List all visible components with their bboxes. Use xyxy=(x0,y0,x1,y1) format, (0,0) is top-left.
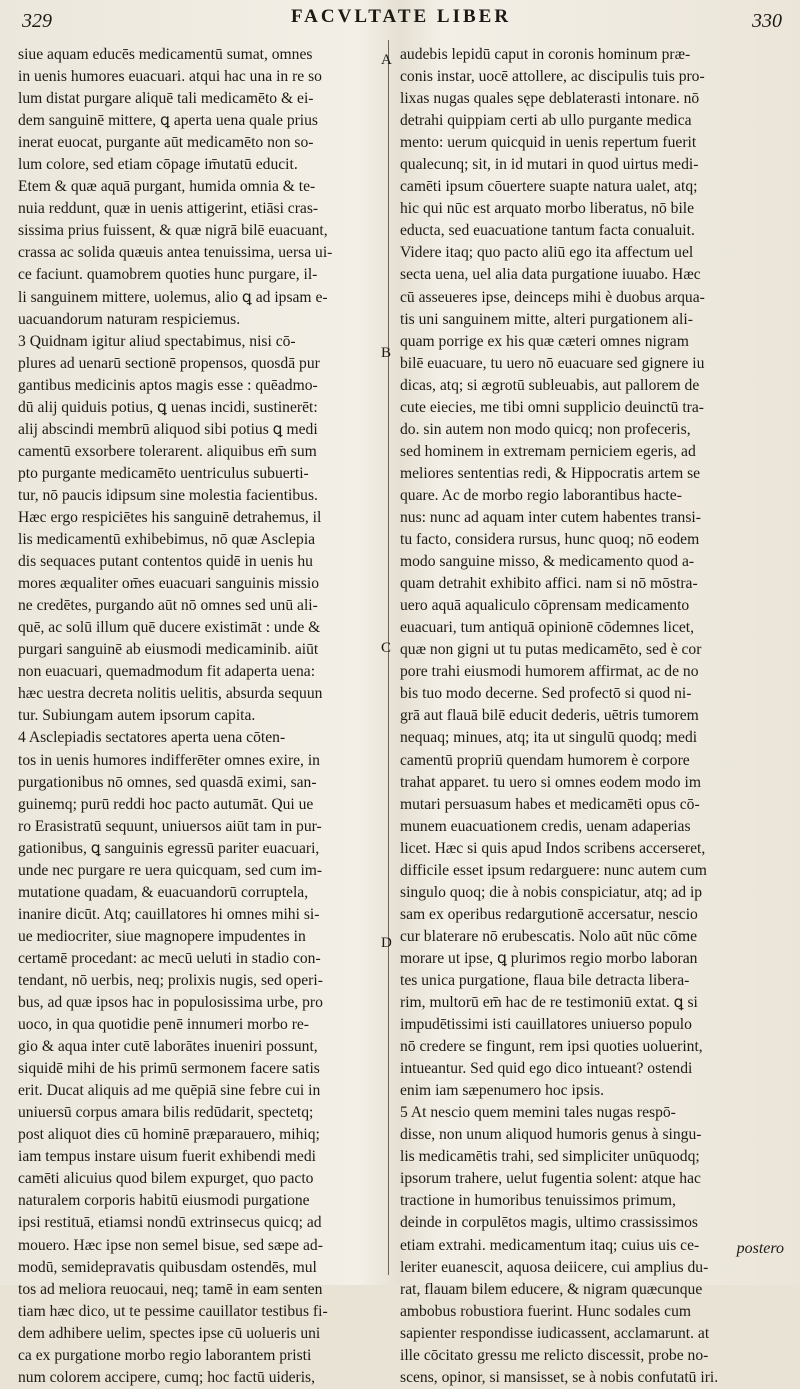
text-line: tis uni sanguinem mitte, alteri purgationem ali- xyxy=(400,310,693,328)
text-line: gantibus medicinis aptos magis esse : quēadmo- xyxy=(18,376,318,394)
text-line: gationibus, ꝗ sanguinis egressū pariter euacuari, xyxy=(18,839,320,857)
text-line: naturalem corporis habitū eiusmodi purgatione xyxy=(18,1192,310,1210)
text-line: mutari persuasum habes et medicamēti opus cō- xyxy=(400,795,700,813)
text-line: uniuersū corpus amara bilis redūdarit, spectetq; xyxy=(18,1104,314,1122)
text-line: leriter euanescit, aquosa deiicere, cui amplius du- xyxy=(400,1258,709,1276)
text-line: singulo quoq; die à nobis conspiciatur, atq; ad ip xyxy=(400,883,703,901)
text-line: tiam hæc dico, ut te pessime cauillator testibus fi- xyxy=(18,1302,328,1320)
text-line: purgationibus nō omnes, sed quasdā eximi, san- xyxy=(18,773,317,791)
text-line: quæ non gigni ut tu putas medicamēto, sed è cor xyxy=(400,641,702,659)
text-line: etiam extrahi. medicamentum itaq; cuius uis ce- xyxy=(400,1236,700,1254)
text-line: ne credētes, purgando aūt nō omnes sed unū ali- xyxy=(18,597,318,615)
text-line: grā aut flauā bilē educit dederis, uētris tumorem xyxy=(400,707,699,725)
text-line: 4 Asclepiadis sectatores aperta uena cōten- xyxy=(18,729,286,747)
text-line: unde nec purgare re uera quicquam, sed cum im- xyxy=(18,861,323,879)
text-line: tendant, nō uerbis, neq; prolixis nugis, sed operi- xyxy=(18,971,323,989)
text-line: lum distat purgare aliquē tali medicamēto & ei- xyxy=(18,90,314,108)
text-line: licet. Hæc si quis apud Indos scribens accerseret, xyxy=(400,839,706,857)
text-line: modo sanguine misso, & medicamento quod a- xyxy=(400,553,695,571)
text-line: hæc uestra decreta nolitis uelitis, absurda sequun xyxy=(18,685,323,703)
text-line: dem adhibere uelim, spectes ipse cū uolueris uni xyxy=(18,1324,321,1342)
text-line: ipsorum trahere, uelut fugentia solent: atque hac xyxy=(400,1170,701,1188)
text-line: secta uena, uel alia data purgatione iuuabo. Hæc xyxy=(400,266,701,284)
text-line: tractione in humoribus tenuissimos primum, xyxy=(400,1192,676,1210)
text-line: mores æqualiter om̄es euacuari sanguinis missio xyxy=(18,575,319,593)
text-line: rat, flauam bilem educere, & nigram quæcunque xyxy=(400,1280,703,1298)
text-line: qualecunq; sit, in id mutari in quod uirtus medi- xyxy=(400,156,699,174)
text-line: dem sanguinē mittere, ꝗ aperta uena quale prius xyxy=(18,112,319,130)
text-line: lum colore, sed etiam cōpage im̄utatū educit. xyxy=(18,156,298,174)
text-line: 5 At nescio quem memini tales nugas respō- xyxy=(400,1104,676,1122)
text-line: non euacuari, quemadmodum fit adaperta uena: xyxy=(18,663,316,681)
right-column xyxy=(400,44,786,1389)
text-line: tes unica purgatione, flaua bile detracta libera- xyxy=(400,971,690,989)
text-line: ro Erasistratū sequunt, uniuersos aiūt tam in pur- xyxy=(18,817,322,835)
text-line: educta, sed euacuatione tantum facta conualuit. xyxy=(400,222,695,240)
text-line: ca ex purgatione morbo regio laborantem pristi xyxy=(18,1346,312,1364)
text-line: dicas, atq; si ægrotū subleuabis, aut pallorem de xyxy=(400,376,700,394)
margin-marker-d: D xyxy=(381,935,392,951)
text-line: difficile esset ipsum redarguere: nunc autem cum xyxy=(400,861,707,879)
text-line: quare. Ac de morbo regio laborantibus hacte- xyxy=(400,486,682,504)
text-line: sissima prius fuissent, & quæ nigrā bilē euacuant, xyxy=(18,222,328,240)
text-line: intueantur. Sed quid ego dico intueant? ostendi xyxy=(400,1060,693,1078)
text-line: scens, opinor, si mansisset, se à nobis confutatū iri. xyxy=(400,1368,719,1386)
text-line: munem euacuationem credis, uenam adaperias xyxy=(400,817,691,835)
page-header xyxy=(14,4,788,36)
text-line: ambobus robustiora fuerint. Hunc sodales cum xyxy=(400,1302,692,1320)
text-line: euacuari, tum antiquā opinionē cōdemnes licet, xyxy=(400,619,695,637)
page-number-right: 330 xyxy=(752,10,782,32)
text-line: camēti alicuius quod bilem expurget, quo pacto xyxy=(18,1170,314,1188)
text-line: ue mediocriter, siue magnopere impudentes in xyxy=(18,927,306,945)
text-line: gio & aqua inter cutē laborātes inueniri possunt, xyxy=(18,1038,318,1056)
text-line: certamē procedant: ac mecū ueluti in stadio con- xyxy=(18,949,321,967)
text-line: post aliquot dies cū hominē præparauero, mihiq; xyxy=(18,1126,320,1144)
text-line: in uenis humores euacuari. atqui hac una in re so xyxy=(18,68,322,86)
text-line: disse, non unum aliquod humoris genus à singu- xyxy=(400,1126,702,1144)
text-line: hic qui nūc est arquato morbo liberatus, nō bile xyxy=(400,200,695,218)
text-line: detrahi quippiam certi ab ullo purgante medica xyxy=(400,112,692,130)
text-line: lis medicamentū exhibebimus, nō quæ Asclepia xyxy=(18,531,316,549)
text-line: trahat apparet. tu uero si omnes eodem modo im xyxy=(400,773,701,791)
text-line: conis instar, uocē attollere, ac discipulis tuis pro- xyxy=(400,68,705,86)
text-line: mutatione quadam, & euacuandorū corruptela, xyxy=(18,883,309,901)
text-line: audebis lepidū caput in coronis hominum præ- xyxy=(400,46,691,63)
text-line: sed hominem in extremam perniciem egeris, ad xyxy=(400,442,696,460)
text-line: lixas nugas quales sępe deblaterasti intonare. nō xyxy=(400,90,700,108)
text-line: tos in uenis humores indifferēter omnes exire, in xyxy=(18,751,320,769)
text-line: ipsi restituā, etiamsi nondū extrinsecus quicq; ad xyxy=(18,1214,322,1232)
margin-marker-a: A xyxy=(381,52,392,68)
text-line: impudētissimi isti cauillatores uniuerso populo xyxy=(400,1016,692,1034)
text-line: uero aquā aqualiculo cōprensam medicamento xyxy=(400,597,690,615)
text-line: camentū propriū quendam humorem è corpore xyxy=(400,751,690,769)
left-column xyxy=(18,44,378,1389)
text-line: alij abscindi membrū aliquod sibi potius ꝗ medi xyxy=(18,420,318,438)
margin-marker-b: B xyxy=(381,345,392,361)
text-line: siue aquam educēs medicamentū sumat, omnes xyxy=(18,46,313,63)
text-line: nus: nunc ad aquam inter cutem habentes transi- xyxy=(400,508,701,526)
text-line: uoco, in qua quotidie penē innumeri morbo re- xyxy=(18,1016,310,1034)
text-line: tur. Subiungam autem ipsorum capita. xyxy=(18,707,256,725)
page-number-left: 329 xyxy=(22,10,52,32)
text-line: camēti ipsum cōuertere suapte natura ualet, atq; xyxy=(400,178,698,196)
text-line: crassa ac solida quæuis antea tenuissima, uersa ui- xyxy=(18,244,333,262)
text-line: nō credere se fingunt, rem ipsi quoties uoluerint, xyxy=(400,1038,703,1056)
text-line: quam detrahit exhibito affici. nam si nō mōstra- xyxy=(400,575,698,593)
text-line: sam ex operibus redargutionē accersatur, nescio xyxy=(400,905,698,923)
catchword: postero xyxy=(736,1240,784,1257)
column-divider xyxy=(388,40,389,1275)
text-line: do. sin autem non modo quicq; non profeceris, xyxy=(400,420,691,438)
text-line: meliores sententias redi, & Hippocratis artem se xyxy=(400,464,701,482)
text-line: cur blaterare nō erubescatis. Nolo aūt nūc cōme xyxy=(400,927,698,945)
text-line: cute eiecies, me tibi omni supplicio deuinctū tra- xyxy=(400,398,704,416)
running-head: FACVLTATE LIBER xyxy=(290,6,512,27)
text-line: inerat euocat, purgante aūt medicamēto non so- xyxy=(18,134,314,152)
text-line: nuia reddunt, quæ in uenis attigerint, etiāsi cras- xyxy=(18,200,319,218)
text-line: siquidē mihi de his primū sermonem facere satis xyxy=(18,1060,320,1078)
text-line: num colorem accipere, cumq; hoc factū uideris, xyxy=(18,1368,316,1386)
text-line: quē, ac solū illum quē ducere existimāt : unde & xyxy=(18,619,321,637)
text-line: enim iam sæpenumero hoc ipsis. xyxy=(400,1082,604,1100)
text-line: bilē euacuare, tu uero nō euacuare sed gignere iu xyxy=(400,354,705,372)
text-line: deinde in corpulētos magis, ultimo crassissimos xyxy=(400,1214,698,1232)
text-line: tu facto, considera rursus, hunc quoq; nō eodem xyxy=(400,531,700,549)
text-line: pore trahi eiusmodi humorem affirmat, ac de no xyxy=(400,663,699,681)
text-line: uacuandorum naturam respiciemus. xyxy=(18,310,241,328)
text-line: Hæc ergo respiciētes his sanguinē detrahemus, il xyxy=(18,508,322,526)
text-line: bis tuo modo decerne. Sed profectō si quod ni- xyxy=(400,685,692,703)
text-line: rim, multorū em̄ hac de re testimoniū extat. ꝗ si xyxy=(400,994,698,1012)
text-line: 3 Quidnam igitur aliud spectabimus, nisi cō- xyxy=(18,332,296,350)
text-line: cū asseueres ipse, deinceps mihi è duobus arqua- xyxy=(400,288,705,306)
text-line: pto purgante medicamēto uentriculus subuerti- xyxy=(18,464,309,482)
text-line: inanire dicūt. Atq; cauillatores hi omnes mihi si- xyxy=(18,905,320,923)
text-line: mouero. Hæc ipse non semel bisue, sed sæpe ad- xyxy=(18,1236,323,1254)
text-line: tur, nō paucis idipsum sine molestia facientibus. xyxy=(18,486,318,504)
text-line: bus, ad quæ ipsos hac in populosissima urbe, pro xyxy=(18,994,323,1012)
text-line: quam porrige ex his quæ cæteri omnes nigram xyxy=(400,332,689,350)
text-line: guinemq; purū reddi hoc pacto autumāt. Qui ue xyxy=(18,795,314,813)
text-line: dis sequaces putant contentos quidē in uenis hu xyxy=(18,553,313,571)
text-line: dū alij quiduis potius, ꝗ uenas incidi, sustinerēt: xyxy=(18,398,318,416)
text-line: iam tempus instare uisum fuerit exhibendi medi xyxy=(18,1148,316,1166)
margin-marker-c: C xyxy=(381,640,392,656)
text-line: sapienter respondisse iudicassent, acclamarunt. at xyxy=(400,1324,710,1342)
text-line: camentū exsorbere tolerarent. aliquibus em̄ sum xyxy=(18,442,317,460)
text-line: Etem & quæ aquā purgant, humida omnia & te- xyxy=(18,178,316,196)
text-line: erit. Ducat aliquis ad me quēpiā sine febre cui in xyxy=(18,1082,321,1100)
text-line: modū, semidepravatis quibusdam ostendēs, mul xyxy=(18,1258,317,1276)
text-line: purgari sanguinē ab eiusmodi medicaminib. aiūt xyxy=(18,641,319,659)
text-line: ce faciunt. quamobrem quoties hunc purgare, il- xyxy=(18,266,318,284)
text-line: nequaq; minues, atq; ita ut singulū quodq; medi xyxy=(400,729,698,747)
text-line: li sanguinem mittere, uolemus, alio ꝗ ad ipsam e- xyxy=(18,288,328,306)
text-line: morare ut ipse, ꝗ plurimos regio morbo laboran xyxy=(400,949,698,967)
text-line: mento: uerum quicquid in uenis repertum fuerit xyxy=(400,134,697,152)
text-line: Videre itaq; quo pacto aliū ego ita affectum uel xyxy=(400,244,694,262)
text-line: ille cōcitato gressu me relicto discessit, probe no- xyxy=(400,1346,709,1364)
text-line: tos ad meliora reuocaui, neq; tamē in eam senten xyxy=(18,1280,323,1298)
text-line: lis medicamētis trahi, sed simpliciter unūquodq; xyxy=(400,1148,700,1166)
text-line: plures ad uenarū sectionē propensos, quosdā pur xyxy=(18,354,320,372)
